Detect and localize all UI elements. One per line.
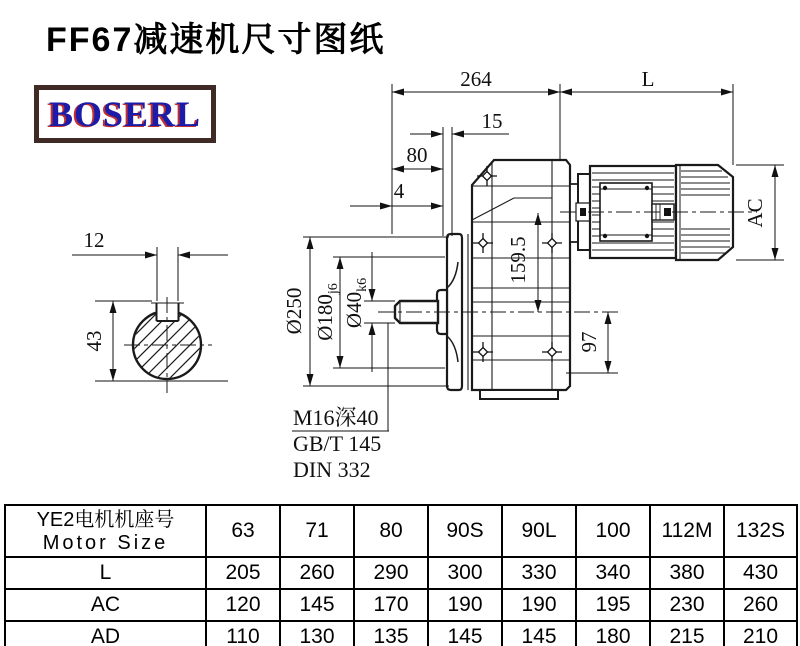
cell: 330 xyxy=(502,557,576,589)
table-row-L xyxy=(5,557,797,589)
col-header: 132S xyxy=(724,505,797,557)
shaft-section-view xyxy=(44,303,269,400)
col-header: 71 xyxy=(280,505,354,557)
cell: 290 xyxy=(354,557,428,589)
cell: 260 xyxy=(280,557,354,589)
cell: 145 xyxy=(502,621,576,646)
dim-40-label: $Ø40_{k6}$ xyxy=(342,277,370,329)
table-header-cn: YE2电机机座号 xyxy=(36,509,175,531)
cell: 230 xyxy=(650,589,724,621)
cell: 205 xyxy=(206,557,280,589)
cell: 215 xyxy=(650,621,724,646)
dim-264-label: 264 xyxy=(460,67,492,91)
dim-4-label: 4 xyxy=(393,179,405,203)
cell: 195 xyxy=(576,589,650,621)
dim-97-label: 97 xyxy=(577,331,601,353)
table-row-AC xyxy=(5,589,797,621)
table-header-row xyxy=(5,505,797,557)
cell: 120 xyxy=(206,589,280,621)
page-title: FF67减速机尺寸图纸 xyxy=(46,21,386,59)
table-header-en: Motor Size xyxy=(42,532,169,554)
dimension-labels xyxy=(82,67,767,482)
cell: 430 xyxy=(724,557,797,589)
row-label: AD xyxy=(5,621,206,646)
col-header: 90L xyxy=(502,505,576,557)
note-tap: M16深40 xyxy=(293,405,379,430)
dim-43-label: 43 xyxy=(82,330,106,352)
cell: 145 xyxy=(280,589,354,621)
dim-L-label: L xyxy=(641,67,655,91)
cell: 380 xyxy=(650,557,724,589)
cell: 135 xyxy=(354,621,428,646)
dim-AC-label: AC xyxy=(743,198,767,228)
dim-180-label: $Ø180_{j6}$ xyxy=(313,283,341,341)
table-row-AD xyxy=(5,621,797,646)
cell: 170 xyxy=(354,589,428,621)
dim-15-label: 15 xyxy=(481,109,503,133)
cell: 210 xyxy=(724,621,797,646)
col-header: 63 xyxy=(206,505,280,557)
col-header: 112M xyxy=(650,505,724,557)
row-label: AC xyxy=(5,589,206,621)
cell: 130 xyxy=(280,621,354,646)
col-header: 90S xyxy=(428,505,502,557)
cell: 190 xyxy=(502,589,576,621)
cell: 145 xyxy=(428,621,502,646)
cell: 340 xyxy=(576,557,650,589)
dim-12-label: 12 xyxy=(83,228,105,252)
motor-size-table xyxy=(4,504,798,646)
dim-250-label: Ø250 xyxy=(282,287,306,335)
table-header-motor-size xyxy=(5,505,206,557)
col-header: 100 xyxy=(576,505,650,557)
brand-logo-text: BOSERL xyxy=(49,94,202,134)
row-label: L xyxy=(5,557,206,589)
cell: 110 xyxy=(206,621,280,646)
dim-159-label: 159.5 xyxy=(506,236,530,284)
cell: 190 xyxy=(428,589,502,621)
cell: 300 xyxy=(428,557,502,589)
col-header: 80 xyxy=(354,505,428,557)
dim-80-label: 80 xyxy=(406,143,428,167)
note-gb-standard: GB/T 145 xyxy=(293,431,382,456)
note-din-standard: DIN 332 xyxy=(293,457,371,482)
cell: 260 xyxy=(724,589,797,621)
cell: 180 xyxy=(576,621,650,646)
